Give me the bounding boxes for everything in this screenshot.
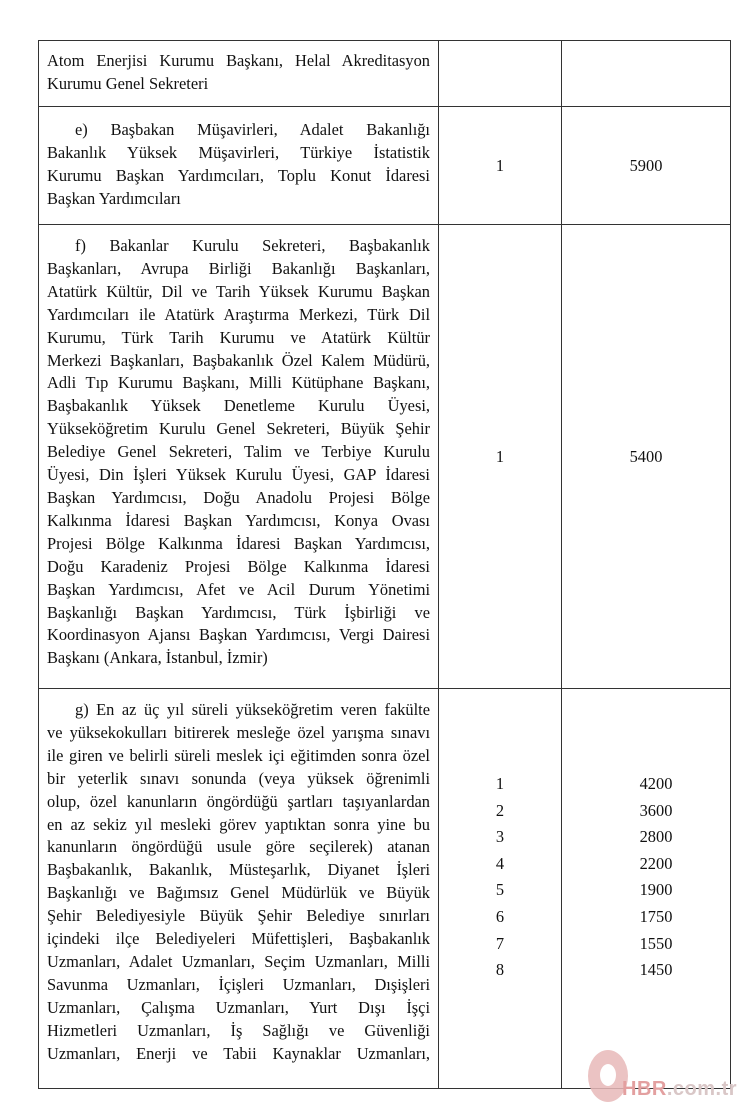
text-line: Kurumu Genel Sekreteri	[47, 73, 209, 93]
text-line: Atatürk Kültür, Dil ve Tarih Yüksek Kurumu Başkan	[47, 281, 430, 301]
text-line: Uzmanları, Adalet Uzmanları, Seçim Uzmanları, Milli	[47, 951, 430, 971]
points-cell	[562, 41, 731, 107]
text-line: içindeki ilçe Belediyeleri Müfettişleri, Başbakanlık	[47, 929, 430, 949]
points-value: 1550	[639, 933, 673, 953]
degree-value: 5	[495, 880, 505, 900]
text-line: Koordinasyon Ajansı Başkan Yardımcısı, Vergi Dairesi	[47, 625, 430, 645]
text-line: Savunma Uzmanları, İçişleri Uzmanları, Dışişleri	[47, 974, 430, 994]
text-line: Başbakanlık, Bakanlık, Müsteşarlık, Diyanet İşleri	[47, 860, 430, 880]
text-line: olup, özel kanunların öngördüğü şartları taşıyanlardan	[47, 791, 430, 811]
title-cell	[39, 689, 439, 1089]
text-line: f) Bakanlar Kurulu Sekreteri, Başbakanlık	[75, 236, 430, 255]
text-line: Başkan Yardımcısı, Doğu Anadolu Projesi Bölge	[47, 487, 430, 507]
text-line: Şehir Belediyesiyle Büyük Şehir Belediye sınırları	[47, 906, 430, 926]
text-line: Uzmanları, Enerji ve Tabii Kaynaklar Uzmanları,	[47, 1043, 430, 1063]
degree-list	[439, 771, 561, 984]
text-line: Başkanı (Ankara, İstanbul, İzmir)	[47, 648, 268, 668]
text-line: g) En az üç yıl süreli yükseköğretim veren fakülte	[75, 700, 430, 719]
text-line: Hizmetleri Uzmanları, İş Sağlığı ve Güvenliği	[47, 1020, 430, 1040]
text-line: Yardımcıları ile Atatürk Araştırma Merkezi, Türk Dil	[47, 304, 430, 324]
degree-value: 6	[495, 906, 505, 926]
text-line: Başkan Yardımcıları	[47, 188, 181, 208]
points-value: 1450	[639, 960, 673, 980]
table-row	[39, 41, 731, 107]
watermark-text: HBR.com.tr	[622, 1078, 737, 1100]
degree-cell	[439, 41, 562, 107]
title-cell	[39, 225, 439, 689]
text-line: bir yeterlik sınavı sonunda (veya yüksek öğrenimli	[47, 768, 430, 788]
degree-value: 7	[495, 933, 505, 953]
degree-cell: 1	[439, 225, 562, 689]
text-line: Kurumu Başkan Yardımcıları, Toplu Konut İdaresi	[47, 165, 430, 185]
text-line: ve yüksekokulları bitirerek mesleğe özel yarışma sınavı	[47, 722, 430, 742]
text-line: Atom Enerjisi Kurumu Başkanı, Helal Akreditasyon	[47, 51, 430, 70]
text-line: Kurumu, Türk Tarih Kurumu ve Atatürk Kültür	[47, 327, 430, 347]
table-row	[39, 689, 731, 1089]
points-value: 1750	[639, 906, 673, 926]
degree-value: 2	[495, 800, 505, 820]
text-line: Başkan Yardımcısı, Afet ve Acil Durum Yönetimi	[47, 579, 430, 599]
text-line: Başkanlığı ve Bağımsız Genel Müdürlük ve Büyük	[47, 883, 430, 903]
position-indicator-table	[38, 40, 731, 1089]
text-line: Başkanları, Avrupa Birliği Bakanlığı Başkanları,	[47, 258, 430, 278]
text-line: Başkanlığı Başkan Yardımcısı, Türk İşbirliği ve	[47, 602, 430, 622]
text-line: Başbakanlık Yüksek Denetleme Kurulu Üyesi,	[47, 396, 430, 416]
text-line: Doğu Karadeniz Projesi Bölge Kalkınma İdaresi	[47, 556, 430, 576]
points-value: 2200	[639, 853, 673, 873]
text-line: Kalkınma İdaresi Başkan Yardımcısı, Konya Ovası	[47, 510, 430, 530]
text-line: en az sekiz yıl mesleki görev yaptıktan sonra yine bu	[47, 814, 430, 834]
text-line: ile giren ve belirli süreli meslek içi eğitimden sonra özel	[47, 745, 430, 765]
text-line: Yükseköğretim Kurulu Genel Sekreteri, Büyük Şehir	[47, 419, 430, 439]
text-line: Uzmanları, Çalışma Uzmanları, Yurt Dışı İşçi	[47, 997, 430, 1017]
degree-value: 4	[495, 853, 505, 873]
points-value: 1900	[639, 880, 673, 900]
points-value: 4200	[639, 774, 673, 793]
table-row	[39, 107, 731, 225]
text-line: kanunların öngördüğü usule göre seçilerek) atanan	[47, 837, 430, 857]
degree-cell: 1	[439, 107, 562, 225]
points-value: 3600	[639, 800, 673, 820]
site-watermark	[588, 1050, 737, 1112]
points-cell: 5400	[562, 225, 731, 689]
points-list	[562, 771, 730, 984]
degree-value: 3	[495, 827, 505, 847]
text-line: Projesi Bölge Kalkınma İdaresi Başkan Yardımcısı,	[47, 533, 430, 553]
text-line: Merkezi Başkanları, Başbakanlık Özel Kalem Müdürü,	[47, 350, 430, 370]
degree-value: 8	[495, 960, 505, 980]
points-cell	[562, 689, 731, 1089]
title-cell	[39, 41, 439, 107]
points-cell: 5900	[562, 107, 731, 225]
title-cell	[39, 107, 439, 225]
text-line: Belediye Genel Sekreteri, Talim ve Terbiye Kurulu	[47, 442, 430, 462]
text-line: Adli Tıp Kurumu Başkanı, Milli Kütüphane Başkanı,	[47, 373, 430, 393]
text-line: e) Başbakan Müşavirleri, Adalet Bakanlığı	[75, 120, 430, 139]
degree-cell	[439, 689, 562, 1089]
text-line: Üyesi, Din İşleri Yüksek Kurulu Üyesi, GAP İdaresi	[47, 465, 430, 485]
points-value: 2800	[639, 827, 673, 847]
degree-value: 1	[495, 774, 505, 793]
text-line: Bakanlık Yüksek Müşavirleri, Türkiye İstatistik	[47, 142, 430, 162]
table-row	[39, 225, 731, 689]
